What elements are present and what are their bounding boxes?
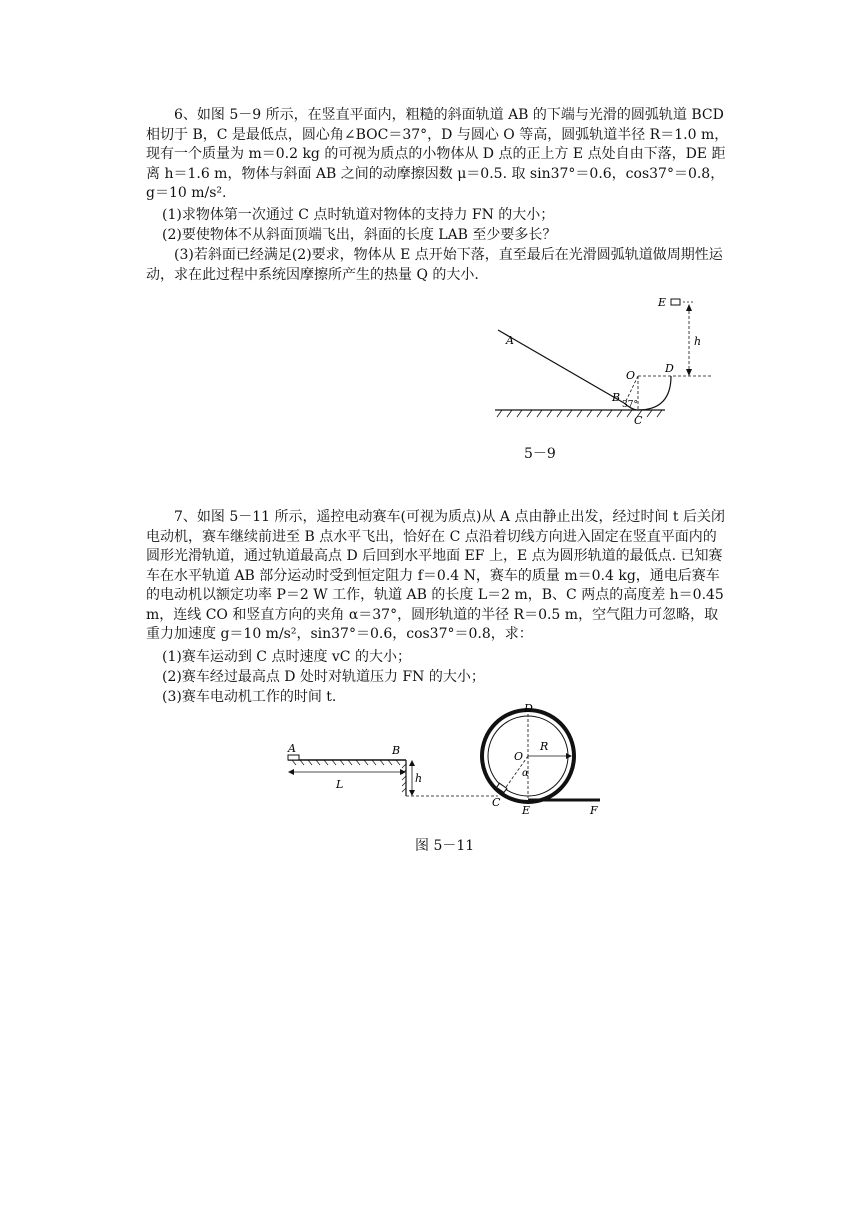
problem7-question2: (2)赛车经过最高点 D 处时对轨道压力 FN 的大小； [162,669,485,685]
figure-5-9-caption: 5－9 [524,446,556,462]
label-F: F [590,804,598,817]
figure-5-9 [480,288,720,433]
label-R: R [540,740,549,753]
label-C: C [492,796,501,809]
label-E: E [658,296,667,309]
problem7-question1: (1)赛车运动到 C 点时速度 vC 的大小； [162,649,411,665]
label-A: A [288,742,296,755]
label-alpha: α [522,768,529,779]
label-E: E [522,804,531,817]
problem6-question1: (1)求物体第一次通过 C 点时轨道对物体的支持力 FN 的大小； [162,207,555,223]
label-h: h [694,335,702,348]
label-L: L [336,778,344,791]
problem7-intro: 7、如图 5－11 所示，遥控电动赛车(可视为质点)从 A 点由静止出发，经过时间 t 后关闭电动机，赛车继续前进至 B 点水平飞出，恰好在 C 点沿着切线方向进入固定在竖直平面内的圆形光滑轨道，通过轨道最高点 D 后回到水平地面 EF 上，E 点为圆形轨道的最低点. 已知赛车在水平轨道 AB 部分运动时受到恒定阻力 f＝0.4 N，赛车的质量 m＝0.4 kg，通电后赛车的电动机以额定功率 P＝2 W 工作，轨道 AB 的长度 L＝2 m，B、C 两点的高度差 h＝0.45 m，连线 CO 和竖直方向的夹角 α＝37°，圆形轨道的半径 R＝0.5 m，空气阻力可忽略，取重力加速度 g＝10 m/s²，sin37°＝0.6，cos37°＝0.8，求： [146,509,725,642]
label-angle: 37° [622,400,638,410]
figure-5-11 [278,700,608,820]
label-D: D [524,702,533,715]
figure-5-11-caption: 图 5－11 [415,838,475,854]
label-h: h [415,772,423,785]
label-O: O [626,369,636,382]
label-B: B [392,744,401,757]
problem6-question2: (2)要使物体不从斜面顶端飞出，斜面的长度 LAB 至少要多长？ [162,227,557,243]
label-A: A [506,334,514,347]
label-B: B [612,391,621,404]
problem6-question3: (3)若斜面已经满足(2)要求，物体从 E 点开始下落，直至最后在光滑圆弧轨道做周期性运动，求在此过程中系统因摩擦所产生的热量 Q 的大小. [146,247,723,283]
problem7-question3: (3)赛车电动机工作的时间 t. [162,689,337,705]
label-O: O [514,750,524,763]
label-C: C [634,414,643,427]
label-D: D [665,362,674,375]
problem6-intro: 6、如图 5－9 所示，在竖直平面内，粗糙的斜面轨道 AB 的下端与光滑的圆弧轨道 BCD 相切于 B，C 是最低点，圆心角∠BOC＝37°，D 与圆心 O 等高，圆弧轨道半径 R＝1.0 m，现有一个质量为 m＝0.2 kg 的可视为质点的小物体从 D 点的正上方 E 点处自由下落，DE 距离 h＝1.6 m，物体与斜面 AB 之间的动摩擦因数 μ＝0.5. 取 sin37°＝0.6，cos37°＝0.8，g＝10 m/s². [146,107,729,201]
